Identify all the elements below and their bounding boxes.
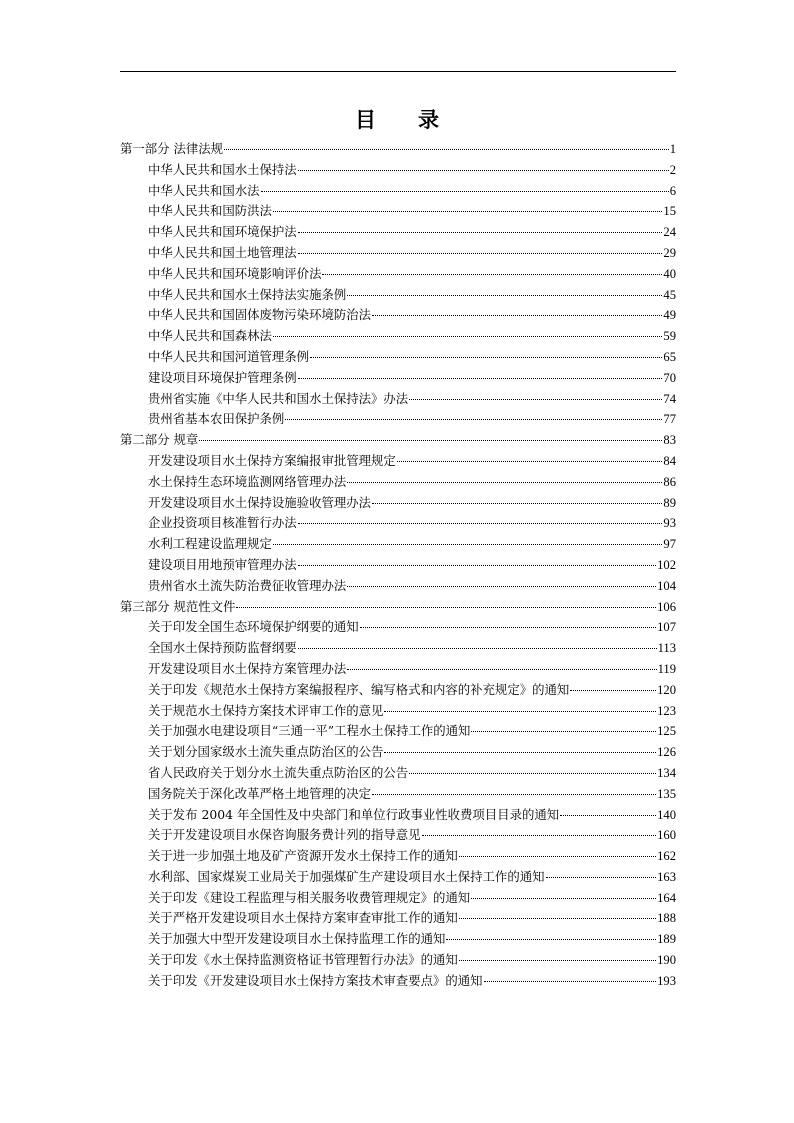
toc-entry-page-number: 74 bbox=[663, 391, 676, 406]
toc-entry-label: 关于印发《规范水土保持方案编报程序、编写格式和内容的补充规定》的通知 bbox=[148, 681, 570, 697]
toc-entry-label: 企业投资项目核准暂行办法 bbox=[148, 515, 297, 531]
dot-leader bbox=[347, 669, 656, 670]
dot-leader bbox=[273, 336, 663, 337]
toc-entry[interactable] bbox=[120, 243, 676, 264]
toc-entry-page-number: 125 bbox=[657, 724, 676, 739]
dot-leader bbox=[298, 378, 663, 379]
dot-leader bbox=[409, 773, 656, 774]
toc-entry-page-number: 134 bbox=[657, 765, 676, 780]
toc-entry[interactable] bbox=[120, 576, 676, 597]
toc-entry-page-number: 120 bbox=[657, 682, 676, 697]
toc-entry[interactable] bbox=[120, 638, 676, 659]
toc-entry-page-number: 102 bbox=[657, 557, 676, 572]
dot-leader bbox=[273, 211, 663, 212]
toc-entry-page-number: 6 bbox=[669, 183, 676, 198]
toc-entry[interactable] bbox=[120, 264, 676, 285]
toc-entry-page-number: 2 bbox=[669, 162, 676, 177]
dot-leader bbox=[546, 877, 657, 878]
dot-leader bbox=[384, 711, 656, 712]
toc-entry-page-number: 189 bbox=[657, 932, 676, 947]
toc-entry-page-number: 163 bbox=[657, 869, 676, 884]
dot-leader bbox=[298, 523, 663, 524]
page-title bbox=[0, 104, 794, 134]
toc-entry-label: 建设项目用地预审管理办法 bbox=[148, 556, 297, 572]
toc-entry-page-number: 24 bbox=[663, 225, 676, 240]
toc-entry[interactable] bbox=[120, 181, 676, 202]
toc-entry-label: 贵州省实施《中华人民共和国水土保持法》办法 bbox=[148, 390, 409, 406]
toc-entry[interactable] bbox=[120, 368, 676, 389]
toc-entry[interactable] bbox=[120, 701, 676, 722]
toc-entry-label: 水利工程建设监理规定 bbox=[148, 536, 272, 552]
title-char-second: 录 bbox=[418, 107, 439, 132]
dot-leader bbox=[347, 295, 662, 296]
dot-leader bbox=[471, 731, 656, 732]
dot-leader bbox=[298, 253, 663, 254]
toc-section-heading[interactable] bbox=[120, 430, 676, 451]
toc-entry-page-number: 164 bbox=[657, 890, 676, 905]
dot-leader bbox=[422, 835, 657, 836]
toc-entry[interactable] bbox=[120, 534, 676, 555]
toc-entry-page-number: 193 bbox=[657, 973, 676, 988]
dot-leader bbox=[372, 794, 656, 795]
toc-entry-page-number: 77 bbox=[663, 412, 676, 427]
toc-entry[interactable] bbox=[120, 160, 676, 181]
toc-entry-label: 关于印发《建设工程监理与相关服务收费管理规定》的通知 bbox=[148, 889, 471, 905]
toc-entry-page-number: 65 bbox=[663, 349, 676, 364]
dot-leader bbox=[409, 399, 662, 400]
toc-entry-page-number: 89 bbox=[663, 495, 676, 510]
toc-entry-label: 关于印发《开发建设项目水土保持方案技术审查要点》的通知 bbox=[148, 972, 483, 988]
toc-entry-label: 贵州省水土流失防治费征收管理办法 bbox=[148, 577, 347, 593]
toc-entry-label: 中华人民共和国水法 bbox=[148, 182, 260, 198]
toc-entry-label: 开发建设项目水土保持方案编报审批管理规定 bbox=[148, 452, 396, 468]
toc-entry[interactable] bbox=[120, 326, 676, 347]
toc-entry[interactable] bbox=[120, 555, 676, 576]
toc-entry[interactable] bbox=[120, 784, 676, 805]
toc-entry[interactable] bbox=[120, 409, 676, 430]
dot-leader bbox=[484, 981, 657, 982]
dot-leader bbox=[273, 544, 663, 545]
dot-leader bbox=[236, 607, 656, 608]
toc-entry-page-number: 1 bbox=[669, 142, 676, 156]
dot-leader bbox=[298, 170, 669, 171]
toc-entry-label: 关于进一步加强土地及矿产资源开发水土保持工作的通知 bbox=[148, 848, 458, 864]
toc-entry-label: 水土保持生态环境监测网络管理办法 bbox=[148, 473, 347, 489]
toc-entry-page-number: 86 bbox=[663, 474, 676, 489]
toc-entry-page-number: 83 bbox=[663, 433, 676, 448]
toc-entry-label: 国务院关于深化改革严格土地管理的决定 bbox=[148, 785, 372, 801]
header-rule bbox=[120, 71, 676, 72]
toc-entry-label: 中华人民共和国固体废物污染环境防治法 bbox=[148, 307, 372, 323]
dot-leader bbox=[459, 856, 656, 857]
toc-entry-page-number: 140 bbox=[657, 807, 676, 822]
toc-section-heading[interactable] bbox=[120, 139, 676, 160]
dot-leader bbox=[224, 149, 669, 150]
toc-entry-label: 第二部分 规章 bbox=[120, 432, 199, 448]
toc-entry-label: 关于开发建设项目水保咨询服务费计列的指导意见 bbox=[148, 827, 421, 843]
dot-leader bbox=[261, 191, 669, 192]
toc-entry-label: 中华人民共和国环境保护法 bbox=[148, 224, 297, 240]
toc-entry[interactable] bbox=[120, 617, 676, 638]
dot-leader bbox=[446, 939, 656, 940]
toc-entry-page-number: 29 bbox=[663, 245, 676, 260]
toc-entry[interactable] bbox=[120, 680, 676, 701]
toc-entry-label: 关于印发《水土保持监测资格证书管理暂行办法》的通知 bbox=[148, 952, 458, 968]
dot-leader bbox=[384, 752, 656, 753]
toc-entry-page-number: 188 bbox=[657, 911, 676, 926]
dot-leader bbox=[570, 690, 656, 691]
toc-entry[interactable] bbox=[120, 493, 676, 514]
title-char-first: 目 bbox=[355, 107, 376, 132]
toc-entry-label: 关于加强大中型开发建设项目水土保持监理工作的通知 bbox=[148, 931, 446, 947]
toc-entry-label: 中华人民共和国环境影响评价法 bbox=[148, 265, 322, 281]
toc-entry[interactable] bbox=[120, 347, 676, 368]
toc-entry-label: 中华人民共和国河道管理条例 bbox=[148, 348, 310, 364]
toc-entry-label: 开发建设项目水土保持设施验收管理办法 bbox=[148, 494, 372, 510]
toc-entry-page-number: 97 bbox=[663, 537, 676, 552]
dot-leader bbox=[310, 357, 662, 358]
toc-entry[interactable] bbox=[120, 201, 676, 222]
dot-leader bbox=[560, 815, 656, 816]
toc-entry-label: 第三部分 规范性文件 bbox=[120, 598, 236, 614]
toc-entry-label: 关于加强水电建设项目“三通一平”工程水土保持工作的通知 bbox=[148, 723, 471, 739]
toc-entry-label: 关于发布 2004 年全国性及中央部门和单位行政事业性收费项目目录的通知 bbox=[148, 806, 560, 822]
toc-entry-page-number: 104 bbox=[657, 578, 676, 593]
toc-entry-label: 水利部、国家煤炭工业局关于加强煤矿生产建设项目水土保持工作的通知 bbox=[148, 868, 545, 884]
toc-entry-page-number: 70 bbox=[663, 370, 676, 385]
toc-entry-label: 中华人民共和国土地管理法 bbox=[148, 244, 297, 260]
dot-leader bbox=[459, 960, 656, 961]
toc-entry[interactable] bbox=[120, 305, 676, 326]
toc-entry-label: 中华人民共和国水土保持法 bbox=[148, 161, 297, 177]
toc-entry[interactable] bbox=[120, 285, 676, 306]
toc-entry[interactable] bbox=[120, 825, 676, 846]
toc-entry[interactable] bbox=[120, 867, 676, 888]
toc-entry[interactable] bbox=[120, 742, 676, 763]
toc-entry-page-number: 126 bbox=[657, 745, 676, 760]
toc-entry-page-number: 40 bbox=[663, 266, 676, 281]
toc-entry-label: 关于印发全国生态环境保护纲要的通知 bbox=[148, 619, 359, 635]
dot-leader bbox=[298, 232, 663, 233]
toc-entry-label: 建设项目环境保护管理条例 bbox=[148, 369, 297, 385]
toc-entry-page-number: 59 bbox=[663, 329, 676, 344]
toc-entry[interactable] bbox=[120, 929, 676, 950]
toc-entry[interactable] bbox=[120, 908, 676, 929]
toc-entry-page-number: 15 bbox=[663, 204, 676, 219]
toc-entry-page-number: 107 bbox=[657, 620, 676, 635]
toc-entry-page-number: 123 bbox=[657, 703, 676, 718]
toc-entry[interactable] bbox=[120, 763, 676, 784]
dot-leader bbox=[347, 586, 656, 587]
toc-entry[interactable] bbox=[120, 971, 676, 992]
toc-entry-page-number: 160 bbox=[657, 828, 676, 843]
dot-leader bbox=[347, 482, 662, 483]
toc-entry[interactable] bbox=[120, 472, 676, 493]
toc-entry-page-number: 84 bbox=[663, 453, 676, 468]
toc-entry[interactable] bbox=[120, 950, 676, 971]
toc-entry[interactable] bbox=[120, 888, 676, 909]
dot-leader bbox=[285, 419, 662, 420]
toc-entry[interactable] bbox=[120, 451, 676, 472]
dot-leader bbox=[199, 440, 662, 441]
toc-entry-label: 贵州省基本农田保护条例 bbox=[148, 411, 285, 427]
dot-leader bbox=[372, 503, 662, 504]
toc-entry-label: 第一部分 法律法规 bbox=[120, 141, 224, 156]
toc-entry[interactable] bbox=[120, 513, 676, 534]
toc-entry-page-number: 93 bbox=[663, 516, 676, 531]
toc-entry[interactable] bbox=[120, 222, 676, 243]
toc-entry-page-number: 119 bbox=[657, 661, 676, 676]
dot-leader bbox=[397, 461, 663, 462]
dot-leader bbox=[322, 274, 662, 275]
dot-leader bbox=[298, 648, 657, 649]
toc-entry-label: 关于划分国家级水土流失重点防治区的公告 bbox=[148, 744, 384, 760]
toc-entry-label: 开发建设项目水土保持方案管理办法 bbox=[148, 660, 347, 676]
toc-section-heading[interactable] bbox=[120, 597, 676, 618]
toc-entry[interactable] bbox=[120, 805, 676, 826]
table-of-contents bbox=[120, 139, 676, 992]
dot-leader bbox=[471, 898, 656, 899]
dot-leader bbox=[298, 565, 656, 566]
dot-leader bbox=[372, 315, 662, 316]
toc-entry-page-number: 190 bbox=[657, 953, 676, 968]
toc-entry[interactable] bbox=[120, 659, 676, 680]
toc-entry-label: 全国水土保持预防监督纲要 bbox=[148, 640, 297, 656]
toc-entry[interactable] bbox=[120, 721, 676, 742]
toc-entry-page-number: 113 bbox=[657, 641, 676, 656]
toc-entry-page-number: 49 bbox=[663, 308, 676, 323]
toc-entry-page-number: 106 bbox=[657, 599, 676, 614]
dot-leader bbox=[360, 627, 656, 628]
toc-entry-label: 关于规范水土保持方案技术评审工作的意见 bbox=[148, 702, 384, 718]
toc-entry-label: 中华人民共和国森林法 bbox=[148, 328, 272, 344]
dot-leader bbox=[459, 918, 656, 919]
toc-entry-label: 关于严格开发建设项目水土保持方案审查审批工作的通知 bbox=[148, 910, 458, 926]
toc-entry-page-number: 162 bbox=[657, 849, 676, 864]
toc-entry-label: 中华人民共和国防洪法 bbox=[148, 203, 272, 219]
toc-entry[interactable] bbox=[120, 389, 676, 410]
toc-entry-page-number: 45 bbox=[663, 287, 676, 302]
toc-entry-page-number: 135 bbox=[657, 786, 676, 801]
toc-entry-label: 省人民政府关于划分水土流失重点防治区的公告 bbox=[148, 764, 409, 780]
toc-entry[interactable] bbox=[120, 846, 676, 867]
toc-entry-label: 中华人民共和国水土保持法实施条例 bbox=[148, 286, 347, 302]
